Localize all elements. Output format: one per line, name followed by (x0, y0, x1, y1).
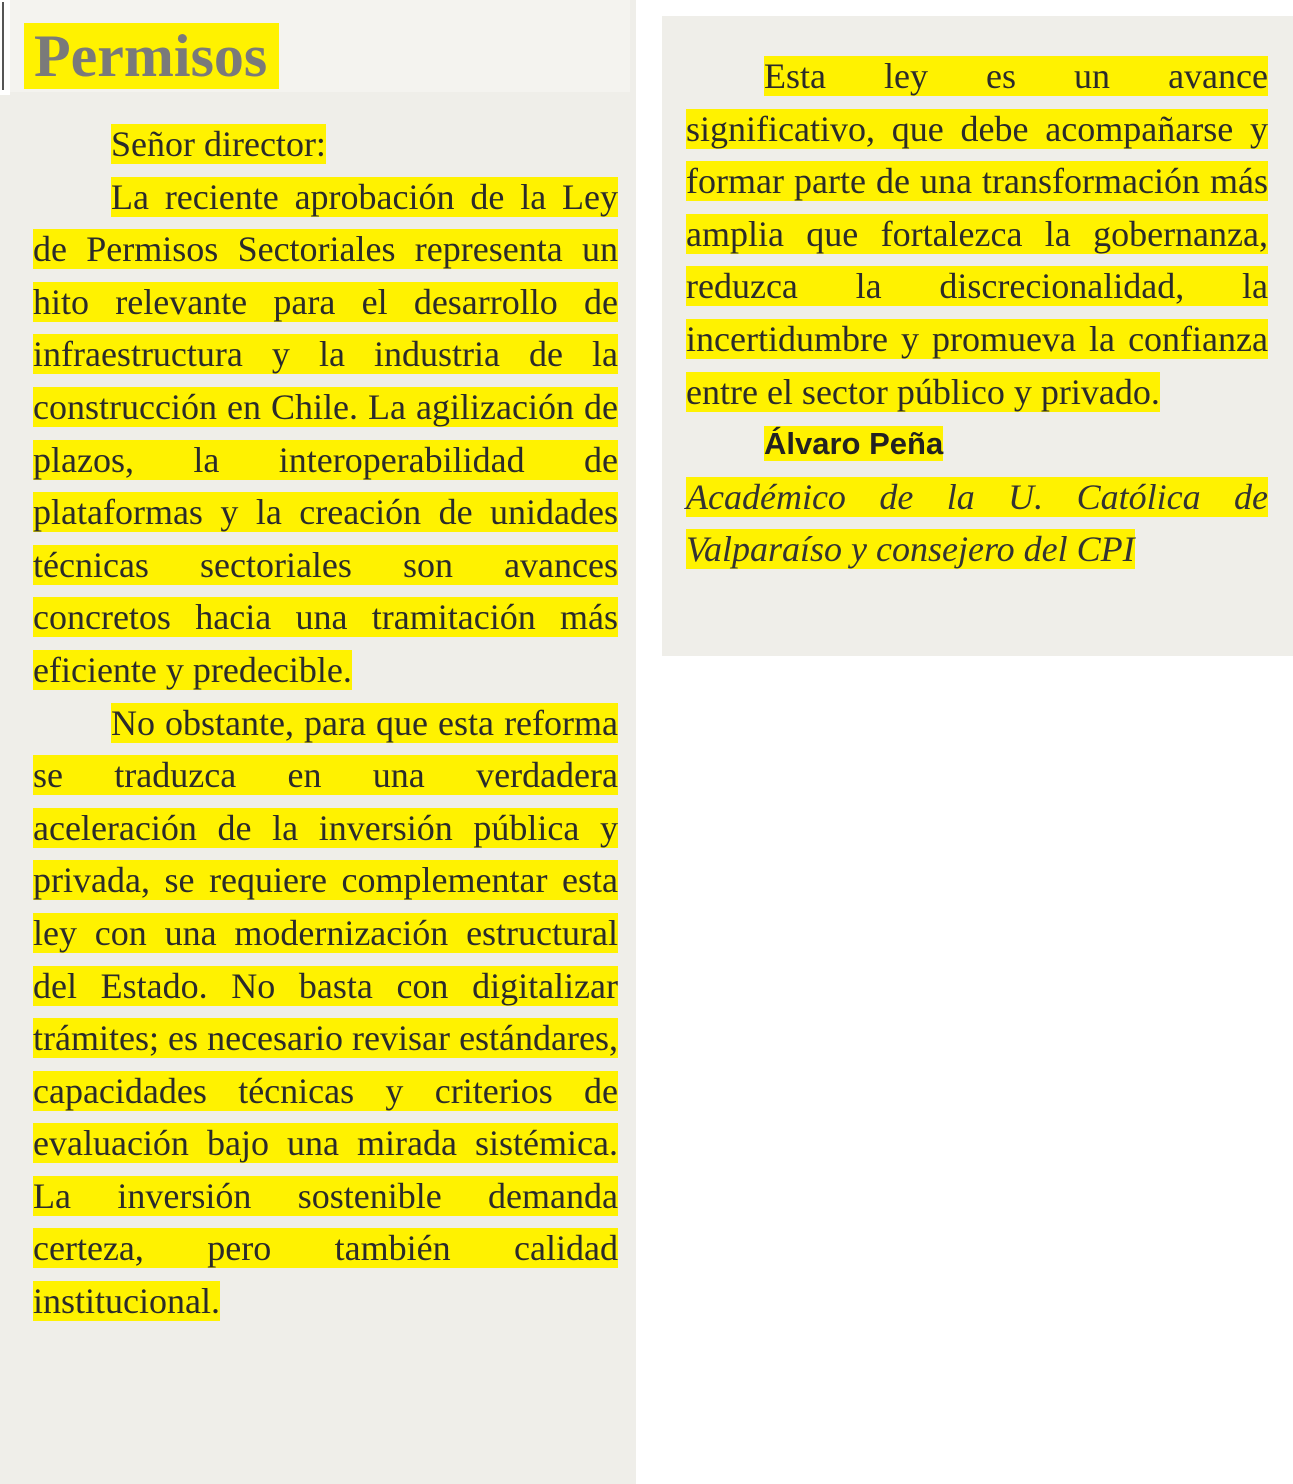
paragraph-1-text: La reciente aprobación de la Ley de Permisos Sectoriales representa un hito relevante para el desarrollo de infraestructura y la industria de la construcción en Chile. La agilización de plazos, la interoperabilidad de plataformas y la creación de unidades técnicas sectoriales son avances concretos hacia una tramitación más eficiente y predecible. (33, 176, 618, 690)
signature-name-text: Álvaro Peña (764, 426, 944, 462)
paragraph-3 (686, 50, 1268, 418)
salutation (33, 118, 618, 171)
paragraph-3-text: Esta ley es un avance significativo, que debe acompañarse y formar parte de una transformación más amplia que fortalezca la gobernanza, reduzca la discrecionalidad, la incertidumbre y promueva la confianza entre el sector público y privado. (686, 56, 1268, 412)
signature-role-text: Académico de la U. Católica de Valparaíso y consejero del CPI (686, 476, 1268, 570)
salutation-text: Señor director: (111, 124, 326, 164)
signature-role (686, 471, 1268, 576)
paragraph-1 (33, 171, 618, 697)
letter-right-column (686, 50, 1268, 576)
letter-title-text: Permisos (24, 23, 279, 89)
letter-left-column (33, 118, 618, 1328)
signature-name (686, 418, 1268, 471)
left-vertical-rule (2, 2, 4, 90)
paragraph-2 (33, 697, 618, 1328)
paragraph-2-text: No obstante, para que esta reforma se traduzca en una verdadera aceleración de la inversión pública y privada, se requiere complementar esta ley con una modernización estructural del Estado. No basta con digitalizar trámites; es necesario revisar estándares, capacidades técnicas y criterios de evaluación bajo una mirada sistémica. La inversión sostenible demanda certeza, pero también calidad institucional. (33, 702, 618, 1322)
letter-title (24, 22, 279, 90)
